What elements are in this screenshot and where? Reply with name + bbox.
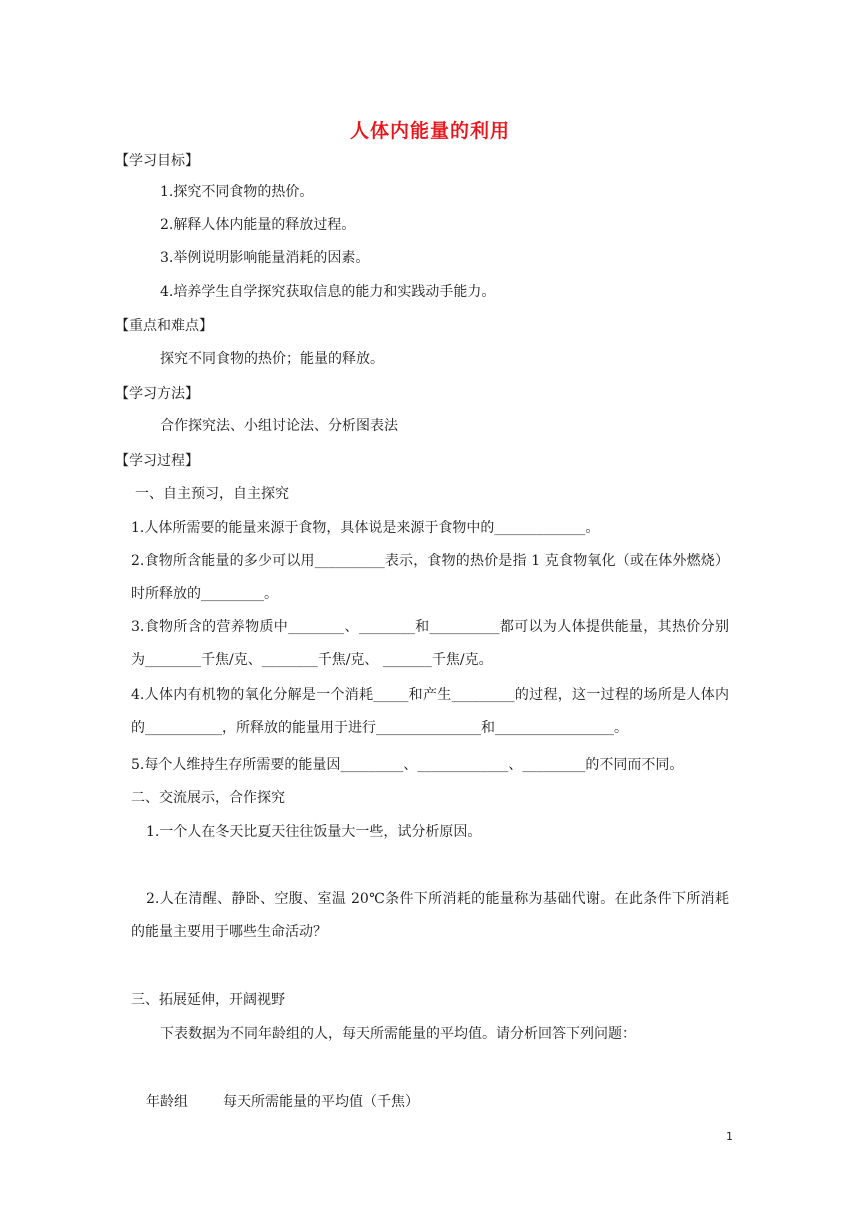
- page-number: 1: [726, 1130, 733, 1143]
- part2-heading: 二、交流展示，合作探究: [131, 790, 285, 806]
- discussion-2: 2.人在清醒、静卧、空腹、室温 20℃条件下所消耗的能量称为基础代谢。在此条件下所消耗的能量主要用于哪些生命活动？: [131, 891, 729, 940]
- question-4: 4.人体内有机物的氧化分解是一个消耗_____和产生_________的过程，这一过程的场所是人体内的___________，所释放的能量用于进行_______________和_________________。: [131, 687, 729, 736]
- objective-item: 4.培养学生自学探究获取信息的能力和实践动手能力。: [160, 284, 496, 300]
- discussion-1: 1.一个人在冬天比夏天往往饭量大一些，试分析原因。: [146, 824, 482, 840]
- page-title: 人体内能量的利用: [349, 120, 510, 142]
- key-points-heading: 【重点和难点】: [115, 318, 213, 334]
- question-1: 1.人体所需要的能量来源于食物，具体说是来源于食物中的_____________。: [131, 520, 600, 536]
- question-3: 3.食物所含的营养物质中________、________和__________都可以为人体提供能量，其热价分别为________千焦/克、________千焦/克、 _______千焦/克。: [131, 619, 729, 668]
- objective-item: 2.解释人体内能量的释放过程。: [160, 217, 356, 233]
- key-points-text: 探究不同食物的热价；能量的释放。: [160, 351, 384, 367]
- part1-heading: 一、自主预习，自主探究: [135, 486, 289, 502]
- process-heading: 【学习过程】: [115, 453, 199, 469]
- part3-heading: 三、拓展延伸，开阔视野: [131, 992, 285, 1008]
- objective-item: 1.探究不同食物的热价。: [160, 184, 314, 200]
- objective-item: 3.举例说明影响能量消耗的因素。: [160, 250, 370, 266]
- table-header-age-group: 年龄组: [146, 1094, 188, 1110]
- objectives-heading: 【学习目标】: [115, 153, 199, 169]
- methods-heading: 【学习方法】: [115, 386, 199, 402]
- table-header-energy: 每天所需能量的平均值（千焦）: [223, 1094, 419, 1110]
- part3-intro: 下表数据为不同年龄组的人，每天所需能量的平均值。请分析回答下列问题：: [160, 1026, 636, 1042]
- question-2: 2.食物所含能量的多少可以用__________表示，食物的热价是指 1 克食物氧化（或在体外燃烧）时所释放的_________。: [131, 553, 729, 602]
- methods-text: 合作探究法、小组讨论法、分析图表法: [160, 418, 398, 434]
- question-5: 5.每个人维持生存所需要的能量因_________、_____________、_________的不同而不同。: [131, 757, 684, 773]
